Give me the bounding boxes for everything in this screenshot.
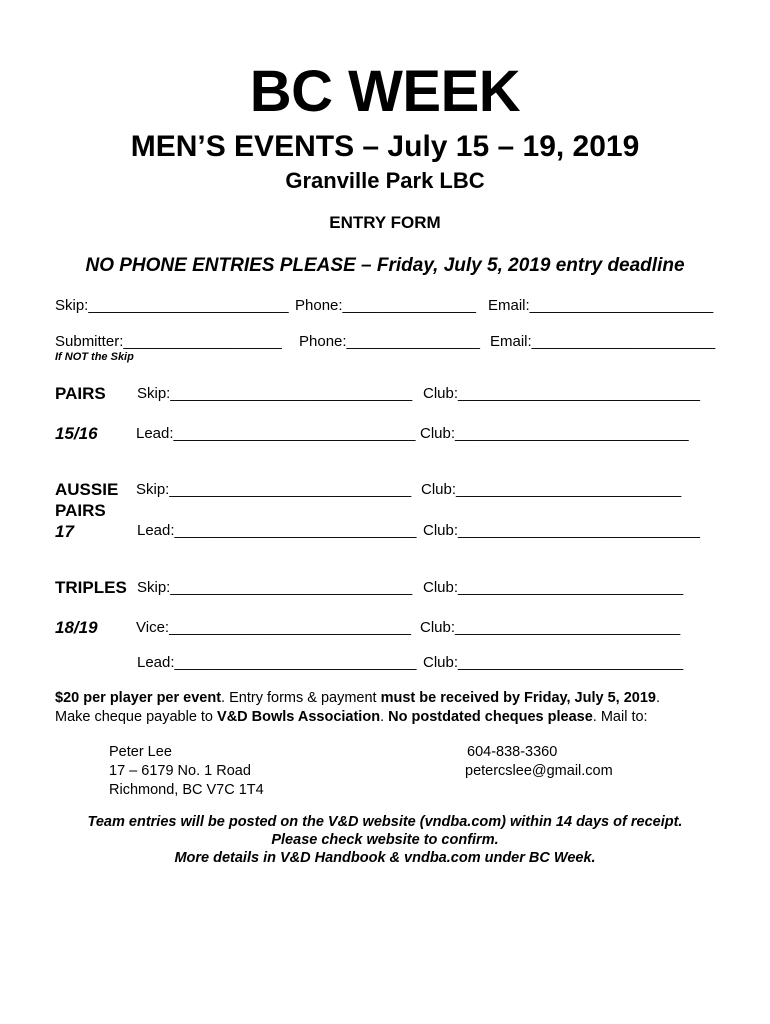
aussie-pairs-event-dates: 17 [55, 522, 74, 541]
payment-text-4: . [380, 709, 389, 725]
aussie-pairs-lead-field[interactable]: Lead:_____________________________ [137, 522, 417, 539]
pairs-skip-field[interactable]: Skip:_____________________________ [137, 385, 413, 402]
payment-text-3: Make cheque payable to [55, 709, 218, 725]
triples-lead-club-field[interactable]: Club:___________________________ [423, 654, 684, 671]
pairs-lead-field[interactable]: Lead:_____________________________ [136, 425, 416, 442]
mail-city: Richmond, BC V7C 1T4 [109, 782, 264, 798]
page-title: BC WEEK [249, 59, 521, 124]
submitter-name-field[interactable]: Submitter:___________________ [55, 333, 282, 350]
deadline-text: must be received by Friday, July 5, 2019 [380, 690, 656, 706]
footer-notes [0, 813, 770, 867]
venue-name: Granville Park LBC [285, 168, 485, 193]
contact-phone: 604-838-3360 [467, 744, 558, 760]
pairs-skip-club-field[interactable]: Club:_____________________________ [423, 385, 700, 402]
aussie-pairs-event-name-line1: AUSSIE [55, 480, 119, 499]
triples-event-name: TRIPLES [55, 578, 127, 597]
triples-skip-club-field[interactable]: Club:___________________________ [423, 579, 684, 596]
aussie-pairs-skip-club-field[interactable]: Club:___________________________ [421, 481, 682, 498]
submitter-phone-field[interactable]: Phone:________________ [299, 333, 481, 350]
footer-line-3: More details in V&D Handbook & vndba.com under BC Week. [174, 850, 596, 866]
deadline-notice: NO PHONE ENTRIES PLEASE – Friday, July 5, 2019 entry deadline [85, 255, 685, 276]
footer-line-1: Team entries will be posted on the V&D website (vndba.com) within 14 days of receipt. [87, 814, 683, 830]
pairs-event-name: PAIRS [55, 384, 106, 403]
fee-text: $20 per player per event [55, 690, 222, 706]
event-subtitle: MEN’S EVENTS – July 15 – 19, 2019 [130, 130, 640, 163]
triples-event-dates: 18/19 [55, 618, 98, 637]
pairs-lead-club-field[interactable]: Club:____________________________ [420, 425, 689, 442]
payee-name: V&D Bowls Association [217, 709, 381, 725]
aussie-pairs-skip-field[interactable]: Skip:_____________________________ [136, 481, 412, 498]
triples-lead-field[interactable]: Lead:_____________________________ [137, 654, 417, 671]
skip-name-field[interactable]: Skip:________________________ [55, 297, 289, 314]
payment-text-2: . [655, 690, 661, 706]
triples-skip-field[interactable]: Skip:_____________________________ [137, 579, 413, 596]
payment-text-5: . Mail to: [592, 709, 648, 725]
triples-vice-field[interactable]: Vice:_____________________________ [136, 619, 412, 636]
skip-phone-field[interactable]: Phone:________________ [295, 297, 477, 314]
mail-name: Peter Lee [109, 744, 172, 760]
aussie-pairs-lead-club-field[interactable]: Club:_____________________________ [423, 522, 700, 539]
skip-email-field[interactable]: Email:______________________ [488, 297, 714, 314]
submitter-note: If NOT the Skip [55, 351, 134, 363]
aussie-pairs-event-name-line2: PAIRS [55, 501, 106, 520]
pairs-event-dates: 15/16 [55, 424, 98, 443]
footer-line-2: Please check website to confirm. [271, 832, 499, 848]
no-postdated-text: No postdated cheques please [388, 709, 593, 725]
payment-instructions [55, 689, 735, 727]
submitter-email-field[interactable]: Email:______________________ [490, 333, 716, 350]
payment-text-1: . Entry forms & payment [221, 690, 381, 706]
triples-vice-club-field[interactable]: Club:___________________________ [420, 619, 681, 636]
mail-street: 17 – 6179 No. 1 Road [109, 763, 251, 779]
form-title: ENTRY FORM [329, 213, 441, 232]
contact-email[interactable]: petercslee@gmail.com [465, 763, 613, 779]
